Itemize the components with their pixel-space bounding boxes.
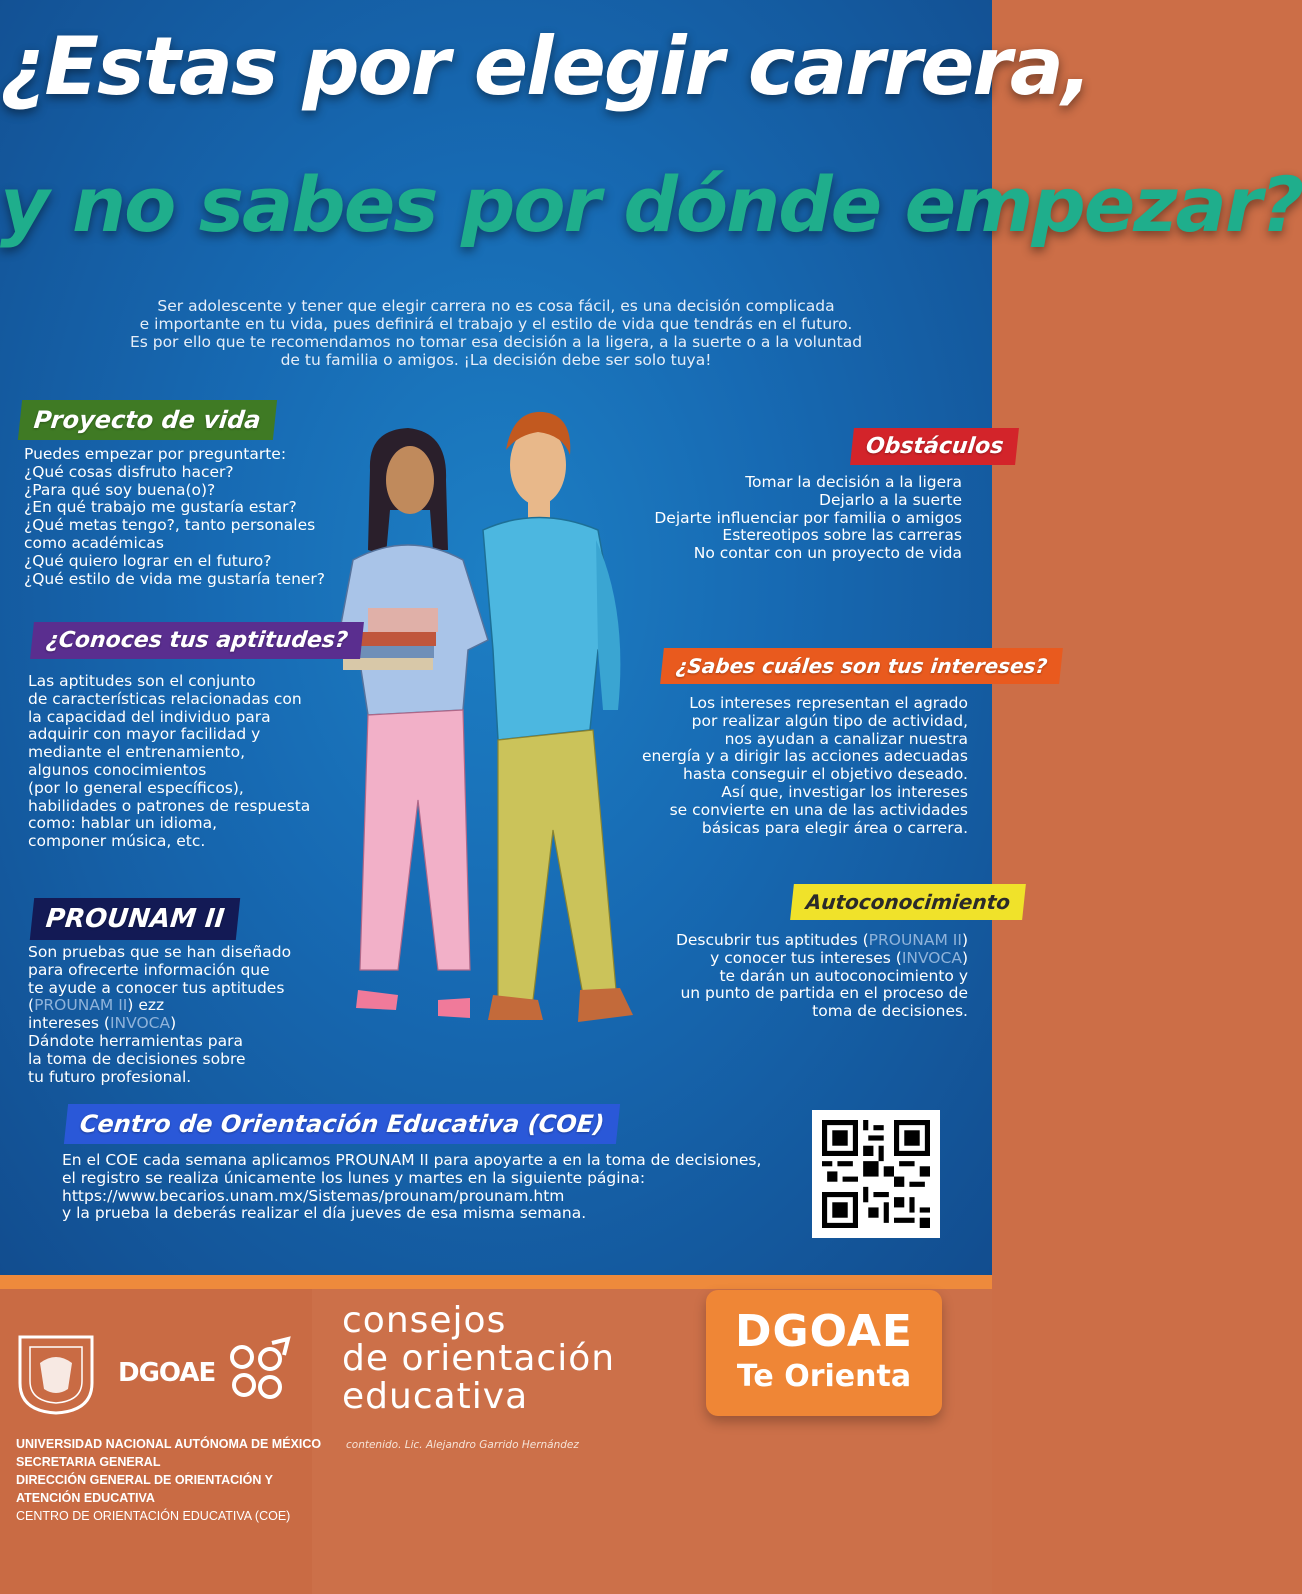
institution-line: DIRECCIÓN GENERAL DE ORIENTACIÓN Y [16,1473,273,1487]
prounam-text-part: ) ezz intereses ( [28,996,165,1033]
dgoae-te-orienta-badge [706,1290,942,1416]
coe-text: En el COE cada semana aplicamos PROUNAM II para apoyarte a en la toma de decisiones, el registro se realiza únicamente los lunes y martes en la siguiente página: https://www.becarios.unam.mx/Sistemas/prounam/prounam.htm y la prueba la deberás realizar el día jueves de esa misma semana. [62,1151,762,1223]
institution-line: CENTRO DE ORIENTACIÓN EDUCATIVA (COE) [16,1509,291,1523]
aptitudes-tag: ¿Conoces tus aptitudes? [30,622,364,659]
proyecto-de-vida-text: Puedes empezar por preguntarte: ¿Qué cosas disfruto hacer? ¿Para qué soy buena(o)? ¿En qué trabajo me gustaría estar? ¿Qué metas tengo?, tanto personales como académicas ¿Qué quiero lograr en el futuro? ¿Qué estilo de vida me gustaría tener? [24,445,326,588]
prounam-highlight: PROUNAM II [34,996,128,1015]
proyecto-de-vida-tag: Proyecto de vida [18,400,277,440]
intereses-tag: ¿Sabes cuáles son tus intereses? [660,648,1063,684]
institution-line: SECRETARIA GENERAL [16,1455,161,1469]
institution-line: UNIVERSIDAD NACIONAL AUTÓNOMA DE MÉXICO [16,1437,322,1451]
badge-title: DGOAE [735,1306,913,1357]
aptitudes-text: Las aptitudes son el conjunto de características relacionadas con la capacidad del individuo para adquirir con mayor facilidad y mediante el entrenamiento, algunos conocimientos (por lo general específicos), habilidades o patrones de respuesta como: hablar un idioma, componer música, etc. [28,672,311,851]
obstaculos-tag: Obstáculos [850,428,1019,465]
unam-institution-lines [16,1435,321,1525]
content-credit: contenido. Lic. Alejandro Garrido Hernández [346,1439,579,1451]
qr-code-pattern [822,1120,930,1228]
prounam-text-part: Son pruebas que se han diseñado para ofrecerte información que te ayude a conocer tus aptitudes ( [28,943,292,1015]
dgoae-logo-text: DGOAE [118,1358,216,1388]
obstaculos-text: Tomar la decisión a la ligera Dejarlo a la suerte Dejarte influenciar por familia o amigos Estereotipos sobre las carreras No contar con un proyecto de vida [654,473,962,563]
coe-tag: Centro de Orientación Educativa (COE) [64,1104,620,1144]
unam-seal-icon [16,1333,96,1415]
title-line-2: y no sabes por dónde empezar? [0,160,1302,249]
intro-paragraph: Ser adolescente y tener que elegir carrera no es cosa fácil, es una decisión complicada e importante en tu vida, pues definirá el trabajo y el estilo de vida que tendrás en el futuro. Es por ello que te recomendamos no tomar esa decisión a la ligera, a la suerte o a la voluntad de tu familia o amigos. ¡La decisión debe ser solo tuya! [129,297,863,369]
prounam-highlight: PROUNAM II [868,931,962,949]
prounam-text [28,944,318,1086]
prounam-text-part: ) Dándote herramientas para la toma de decisiones sobre tu futuro profesional. [28,1014,246,1086]
consejos-heading: consejos de orientación educativa [342,1300,616,1417]
invoca-highlight: INVOCA [901,948,962,967]
autoconocimiento-text [650,932,968,1021]
institution-line: ATENCIÓN EDUCATIVA [16,1491,155,1505]
intereses-text: Los intereses representan el agrado por realizar algún tipo de actividad, nos ayudan a canalizar nuestra energía y a dirigir las acciones adecuadas hasta conseguir el objetivo deseado. Así que, investigar los intereses se convierte en una de las actividades básicas para elegir área o carrera. [642,694,968,837]
qr-code-icon[interactable] [812,1110,940,1238]
boy-figure [483,412,633,1022]
autoconocimiento-text-part: ) te darán un autoconocimiento y un punto de partida en el proceso de toma de decisiones. [680,948,968,1021]
autoconocimiento-text-part: Descubrir tus aptitudes ( [675,931,869,949]
autoconocimiento-text-part: ) y conocer tus intereses ( [710,931,968,967]
badge-subtitle: Te Orienta [736,1359,912,1394]
prounam-tag: PROUNAM II [30,898,241,940]
autoconocimiento-tag: Autoconocimiento [790,884,1026,920]
title-line-1: ¿Estas por elegir carrera, [0,20,1091,113]
invoca-highlight: INVOCA [109,1014,171,1033]
dgoae-symbol-icon [222,1335,292,1407]
orange-divider [0,1275,992,1289]
